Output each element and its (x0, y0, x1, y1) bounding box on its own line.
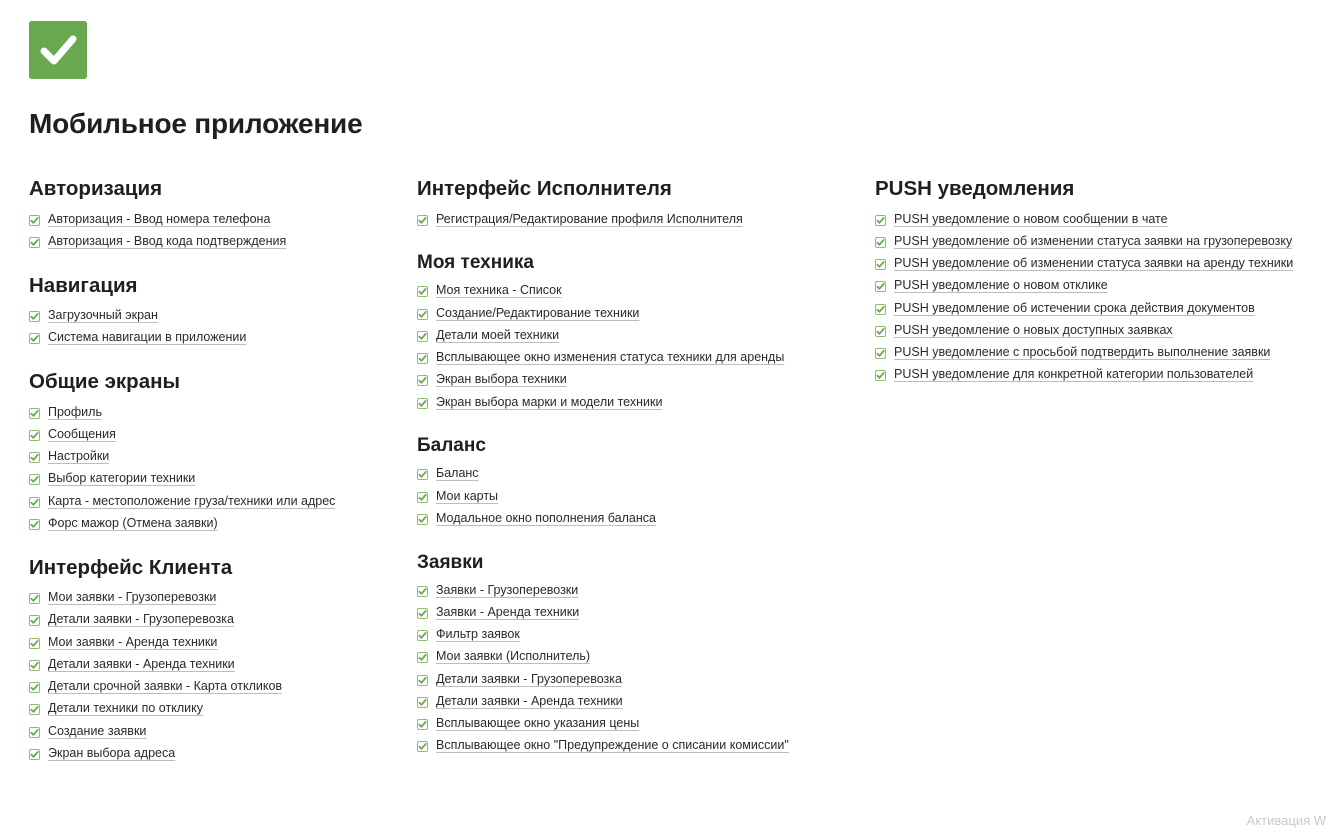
list-item-label: Детали заявки - Грузоперевозка (436, 671, 622, 686)
checkbox-checked-icon (29, 430, 40, 441)
section-title: Авторизация (29, 177, 163, 200)
list-item[interactable] (29, 517, 410, 531)
list-item-label: Авторизация - Ввод кода подтверждения (48, 233, 287, 248)
list-item-label: Система навигации в приложении (48, 330, 247, 345)
list-item[interactable] (417, 307, 875, 321)
list-item-label: Баланс (436, 466, 479, 481)
checkbox-checked-icon (29, 593, 40, 604)
checkbox-checked-icon (875, 259, 886, 270)
section-common-screens (29, 371, 410, 531)
section-performer-interface (417, 178, 875, 226)
checkbox-checked-icon (875, 281, 886, 292)
list-item-label: Фильтр заявок (436, 627, 520, 642)
checkbox-checked-icon (29, 704, 40, 715)
checkbox-checked-icon (417, 215, 428, 226)
page-title: Мобильное приложение (29, 108, 363, 139)
activation-watermark: Активация W (1246, 813, 1326, 828)
list-item[interactable] (29, 235, 410, 249)
list-item[interactable] (417, 467, 875, 481)
checkbox-checked-icon (417, 586, 428, 597)
checkbox-checked-icon (875, 326, 886, 337)
list-item[interactable] (29, 680, 410, 694)
section-navigation (29, 275, 410, 346)
section-orders (417, 552, 875, 754)
section-title: Интерфейс Клиента (29, 555, 233, 579)
checkbox-checked-icon (875, 370, 886, 381)
section-client-interface (29, 557, 410, 761)
list-item[interactable] (417, 695, 875, 709)
list-item-label: PUSH уведомление об изменении статуса заявки на грузоперевозку (894, 233, 1293, 248)
list-item-label: Карта - местоположение груза/техники или адрес (48, 493, 336, 508)
checkbox-checked-icon (417, 353, 428, 364)
list-item[interactable] (417, 213, 875, 227)
section-title: Навигация (29, 273, 138, 297)
checkbox-checked-icon (29, 333, 40, 344)
section-title: Баланс (417, 435, 486, 457)
checkbox-checked-icon (417, 514, 428, 525)
list-item[interactable] (875, 302, 1335, 316)
list-item-label: PUSH уведомление о новом сообщении в чате (894, 211, 1168, 226)
checkbox-checked-icon (29, 682, 40, 693)
checkbox-checked-icon (29, 749, 40, 760)
section-push-notifications (875, 178, 1335, 382)
list-item-label: Выбор категории техники (48, 471, 196, 486)
column-left (0, 178, 410, 761)
list-item-label: Всплывающее окно "Предупреждение о списании комиссии" (436, 738, 789, 753)
checkbox-checked-icon (29, 615, 40, 626)
list-item[interactable] (875, 279, 1335, 293)
section-my-equipment (417, 252, 875, 409)
list-item[interactable] (417, 373, 875, 387)
list-item[interactable] (29, 636, 410, 650)
list-item-label: Заявки - Аренда техники (436, 604, 580, 619)
list-item-label: Форс мажор (Отмена заявки) (48, 515, 218, 530)
list-item[interactable] (417, 329, 875, 343)
checkbox-checked-icon (875, 237, 886, 248)
list-item[interactable] (29, 495, 410, 509)
list-item-label: Детали заявки - Аренда техники (436, 693, 623, 708)
list-item-label: Сообщения (48, 426, 116, 441)
list-item-label: PUSH уведомление с просьбой подтвердить выполнение заявки (894, 345, 1271, 360)
list-item-label: Регистрация/Редактирование профиля Исполнителя (436, 211, 743, 226)
list-item[interactable] (29, 702, 410, 716)
list-item-label: Заявки - Грузоперевозки (436, 582, 579, 597)
checkbox-checked-icon (417, 652, 428, 663)
checkbox-checked-icon (417, 630, 428, 641)
list-item[interactable] (875, 346, 1335, 360)
checkbox-checked-icon (417, 741, 428, 752)
list-item[interactable] (875, 257, 1335, 271)
list-item-label: Мои заявки (Исполнитель) (436, 649, 591, 664)
list-item[interactable] (417, 512, 875, 526)
list-item-label: Экран выбора техники (436, 372, 567, 387)
section-title: Интерфейс Исполнителя (417, 177, 672, 200)
list-item-label: PUSH уведомление о новых доступных заявках (894, 322, 1173, 337)
checkbox-checked-icon (29, 638, 40, 649)
list-item-label: Детали заявки - Аренда техники (48, 656, 235, 671)
list-item[interactable] (29, 591, 410, 605)
list-item[interactable] (29, 309, 410, 323)
list-item-label: PUSH уведомление об истечении срока действия документов (894, 300, 1255, 315)
checkbox-checked-icon (417, 469, 428, 480)
checkbox-checked-icon (29, 497, 40, 508)
list-item[interactable] (417, 739, 875, 753)
column-middle (410, 178, 875, 753)
list-item[interactable] (417, 650, 875, 664)
list-item[interactable] (417, 284, 875, 298)
list-item-label: Мои заявки - Аренда техники (48, 634, 218, 649)
section-title: Моя техника (417, 252, 534, 274)
green-checkmark-logo-icon (29, 21, 87, 79)
list-item-label: Всплывающее окно указания цены (436, 716, 640, 731)
list-item-label: Мои карты (436, 488, 499, 503)
list-item[interactable] (29, 613, 410, 627)
checkbox-checked-icon (29, 660, 40, 671)
checkbox-checked-icon (29, 237, 40, 248)
checkbox-checked-icon (417, 675, 428, 686)
checkbox-checked-icon (875, 348, 886, 359)
list-item-label: PUSH уведомление о новом отклике (894, 278, 1108, 293)
list-item-label: Детали заявки - Грузоперевозка (48, 612, 234, 627)
list-item-label: Экран выбора адреса (48, 745, 176, 760)
list-item-label: Детали моей техники (436, 327, 560, 342)
section-title: Общие экраны (29, 370, 180, 394)
list-item-label: Профиль (48, 404, 102, 419)
list-item[interactable] (29, 213, 410, 227)
checkbox-checked-icon (417, 697, 428, 708)
section-balance (417, 435, 875, 525)
checkbox-checked-icon (417, 492, 428, 503)
list-item-label: Детали техники по отклику (48, 701, 203, 716)
list-item[interactable] (417, 717, 875, 731)
list-item[interactable] (29, 406, 410, 420)
section-authorization (29, 178, 410, 249)
list-item[interactable] (417, 490, 875, 504)
list-item-label: PUSH уведомление для конкретной категории пользователей (894, 367, 1254, 382)
list-item[interactable] (29, 658, 410, 672)
checkbox-checked-icon (417, 719, 428, 730)
checkbox-checked-icon (417, 286, 428, 297)
checkbox-checked-icon (29, 452, 40, 463)
list-item[interactable] (875, 213, 1335, 227)
column-right (875, 178, 1335, 382)
list-item[interactable] (875, 324, 1335, 338)
list-item[interactable] (417, 606, 875, 620)
section-title: Заявки (417, 551, 484, 573)
list-item-label: PUSH уведомление об изменении статуса заявки на аренду техники (894, 256, 1294, 271)
list-item-label: Детали срочной заявки - Карта откликов (48, 679, 283, 694)
sections-columns (0, 178, 1340, 761)
list-item[interactable] (29, 450, 410, 464)
list-item-label: Настройки (48, 449, 110, 464)
checkbox-checked-icon (29, 215, 40, 226)
list-item[interactable] (29, 428, 410, 442)
list-item[interactable] (417, 584, 875, 598)
checkbox-checked-icon (417, 398, 428, 409)
checkbox-checked-icon (417, 331, 428, 342)
list-item[interactable] (417, 351, 875, 365)
list-item[interactable] (875, 235, 1335, 249)
list-item[interactable] (417, 673, 875, 687)
list-item[interactable] (417, 628, 875, 642)
list-item-label: Загрузочный экран (48, 308, 158, 323)
checkbox-checked-icon (417, 375, 428, 386)
checkbox-checked-icon (29, 474, 40, 485)
list-item[interactable] (417, 396, 875, 410)
list-item[interactable] (29, 331, 410, 345)
list-item[interactable] (29, 725, 410, 739)
list-item-label: Модальное окно пополнения баланса (436, 510, 656, 525)
checkbox-checked-icon (875, 215, 886, 226)
list-item[interactable] (29, 472, 410, 486)
list-item-label: Экран выбора марки и модели техники (436, 394, 663, 409)
section-title: PUSH уведомления (875, 177, 1075, 200)
list-item-label: Моя техника - Список (436, 283, 562, 298)
list-item[interactable] (875, 368, 1335, 382)
list-item[interactable] (29, 747, 410, 761)
list-item-label: Авторизация - Ввод номера телефона (48, 211, 271, 226)
checkbox-checked-icon (417, 309, 428, 320)
list-item-label: Мои заявки - Грузоперевозки (48, 590, 217, 605)
checkbox-checked-icon (417, 608, 428, 619)
list-item-label: Всплывающее окно изменения статуса техники для аренды (436, 350, 785, 365)
list-item-label: Создание заявки (48, 723, 147, 738)
checkbox-checked-icon (29, 727, 40, 738)
checkbox-checked-icon (29, 408, 40, 419)
checkbox-checked-icon (29, 519, 40, 530)
checkbox-checked-icon (29, 311, 40, 322)
list-item-label: Создание/Редактирование техники (436, 305, 640, 320)
checkbox-checked-icon (875, 304, 886, 315)
